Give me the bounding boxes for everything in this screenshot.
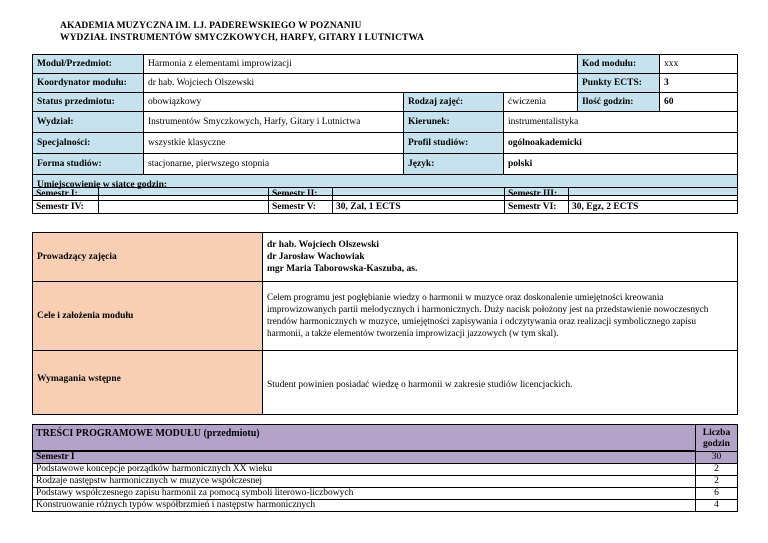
topic-hours: 6 xyxy=(696,488,738,500)
cele-label: Cele i założenia modułu xyxy=(33,282,263,351)
profil-label: Profil studiów: xyxy=(404,133,504,154)
koord-value: dr hab. Wojciech Olszewski xyxy=(144,74,578,93)
topic-row: Konstruowanie różnych typów współbrzmień i następstw harmonicznych xyxy=(33,500,696,512)
semester-4-label: Semestr IV: xyxy=(33,201,99,214)
ects-label: Punkty ECTS: xyxy=(578,74,660,93)
header-line-2: WYDZIAŁ INSTRUMENTÓW SMYCZKOWYCH, HARFY, GITARY I LUTNICTWA xyxy=(60,33,424,43)
module-description-table xyxy=(32,232,738,415)
rodzaj-label: Rodzaj zajęć: xyxy=(404,93,504,112)
prowadzacy-3: mgr Maria Taborowska-Kaszuba, as. xyxy=(267,264,418,274)
wymagania-label: Wymagania wstępne xyxy=(33,351,263,415)
forma-label: Forma studiów: xyxy=(33,154,144,175)
semester-1-value xyxy=(99,188,269,201)
hours-header-line-2: godzin xyxy=(703,439,730,449)
status-label: Status przedmiotu: xyxy=(33,93,144,112)
prowadzacy-list xyxy=(263,233,738,282)
rodzaj-value: ćwiczenia xyxy=(504,93,578,112)
program-content-table xyxy=(32,424,738,512)
kod-value: xxx xyxy=(660,55,738,74)
ects-value: 3 xyxy=(660,74,738,93)
prowadzacy-1: dr hab. Wojciech Olszewski xyxy=(267,240,380,250)
semester-6-label: Semestr VI: xyxy=(505,201,569,214)
prowadzacy-label: Prowadzący zajęcia xyxy=(33,233,263,282)
jezyk-label: Język: xyxy=(404,154,504,175)
kierunek-label: Kierunek: xyxy=(404,112,504,133)
semester-3-value xyxy=(569,188,738,201)
topic-hours: 2 xyxy=(696,476,738,488)
koord-label: Koordynator modułu: xyxy=(33,74,144,93)
semester-6-value: 30, Egz, 2 ECTS xyxy=(569,201,738,214)
hours-header-line-1: Liczba xyxy=(702,428,731,438)
topic-hours: 2 xyxy=(696,464,738,476)
semester-4-value xyxy=(99,201,269,214)
modul-label: Moduł/Przedmiot: xyxy=(33,55,144,74)
hours-header xyxy=(696,425,738,452)
status-value: obowiązkowy xyxy=(144,93,404,112)
kierunek-value: instrumentalistyka xyxy=(504,112,738,133)
spec-label: Specjalności: xyxy=(33,133,144,154)
prowadzacy-2: dr Jarosław Wachowiak xyxy=(267,252,365,262)
semester-hours: 30 xyxy=(696,452,738,464)
modul-value: Harmonia z elementami improwizacji xyxy=(144,55,578,74)
siatka-label: Umiejscowienie w siatce godzin: xyxy=(33,175,738,196)
semester-3-label: Semestr III: xyxy=(505,188,569,201)
ilosc-label: Ilość godzin: xyxy=(578,93,660,112)
topic-row: Rodzaje następstw harmonicznych w muzyce współczesnej xyxy=(33,476,696,488)
semester-2-value xyxy=(333,188,505,201)
module-info-table xyxy=(32,54,738,196)
wydzial-value: Instrumentów Smyczkowych, Harfy, Gitary i Lutnictwa xyxy=(144,112,404,133)
topic-row: Podstawy współczesnego zapisu harmonii za pomocą symboli literowo-liczbowych xyxy=(33,488,696,500)
semester-heading: Semestr I xyxy=(33,452,696,464)
jezyk-value: polski xyxy=(504,154,738,175)
ilosc-value: 60 xyxy=(660,93,738,112)
cele-text: Celem programu jest pogłębianie wiedzy o harmonii w muzyce oraz doskonalenie umiejętności kreowania improwizowanych partii melodycznych i harmonicznych. Duży nacisk położony jest na przedstawienie nowoczesnych trendów harmonicznych w muzyce, umiejętności zapisywania i odczytywania oraz realizacji symbolicznego zapisu harmonii, a także elementów tworzenia improwizacji jazzowych (w tym skal). xyxy=(263,282,738,351)
wymagania-text: Student powinien posiadać wiedzę o harmonii w zakresie studiów licencjackich. xyxy=(263,351,738,415)
content-title: TREŚCI PROGRAMOWE MODUŁU (przedmiotu) xyxy=(33,425,696,451)
semester-1-label: Semestr I: xyxy=(33,188,99,201)
topic-row: Podstawowe koncepcje porządków harmonicznych XX wieku xyxy=(33,464,696,476)
topic-hours: 4 xyxy=(696,500,738,512)
semester-5-label: Semestr V: xyxy=(269,201,333,214)
header-line-1: AKADEMIA MUZYCZNA IM. I.J. PADEREWSKIEGO W POZNANIU xyxy=(60,21,362,31)
semester-grid xyxy=(32,187,738,214)
wydzial-label: Wydział: xyxy=(33,112,144,133)
spec-value: wszystkie klasyczne xyxy=(144,133,404,154)
profil-value: ogólnoakademicki xyxy=(504,133,738,154)
kod-label: Kod modułu: xyxy=(578,55,660,74)
semester-2-label: Semestr II: xyxy=(269,188,333,201)
semester-5-value: 30, Zal, 1 ECTS xyxy=(333,201,505,214)
forma-value: stacjonarne, pierwszego stopnia xyxy=(144,154,404,175)
